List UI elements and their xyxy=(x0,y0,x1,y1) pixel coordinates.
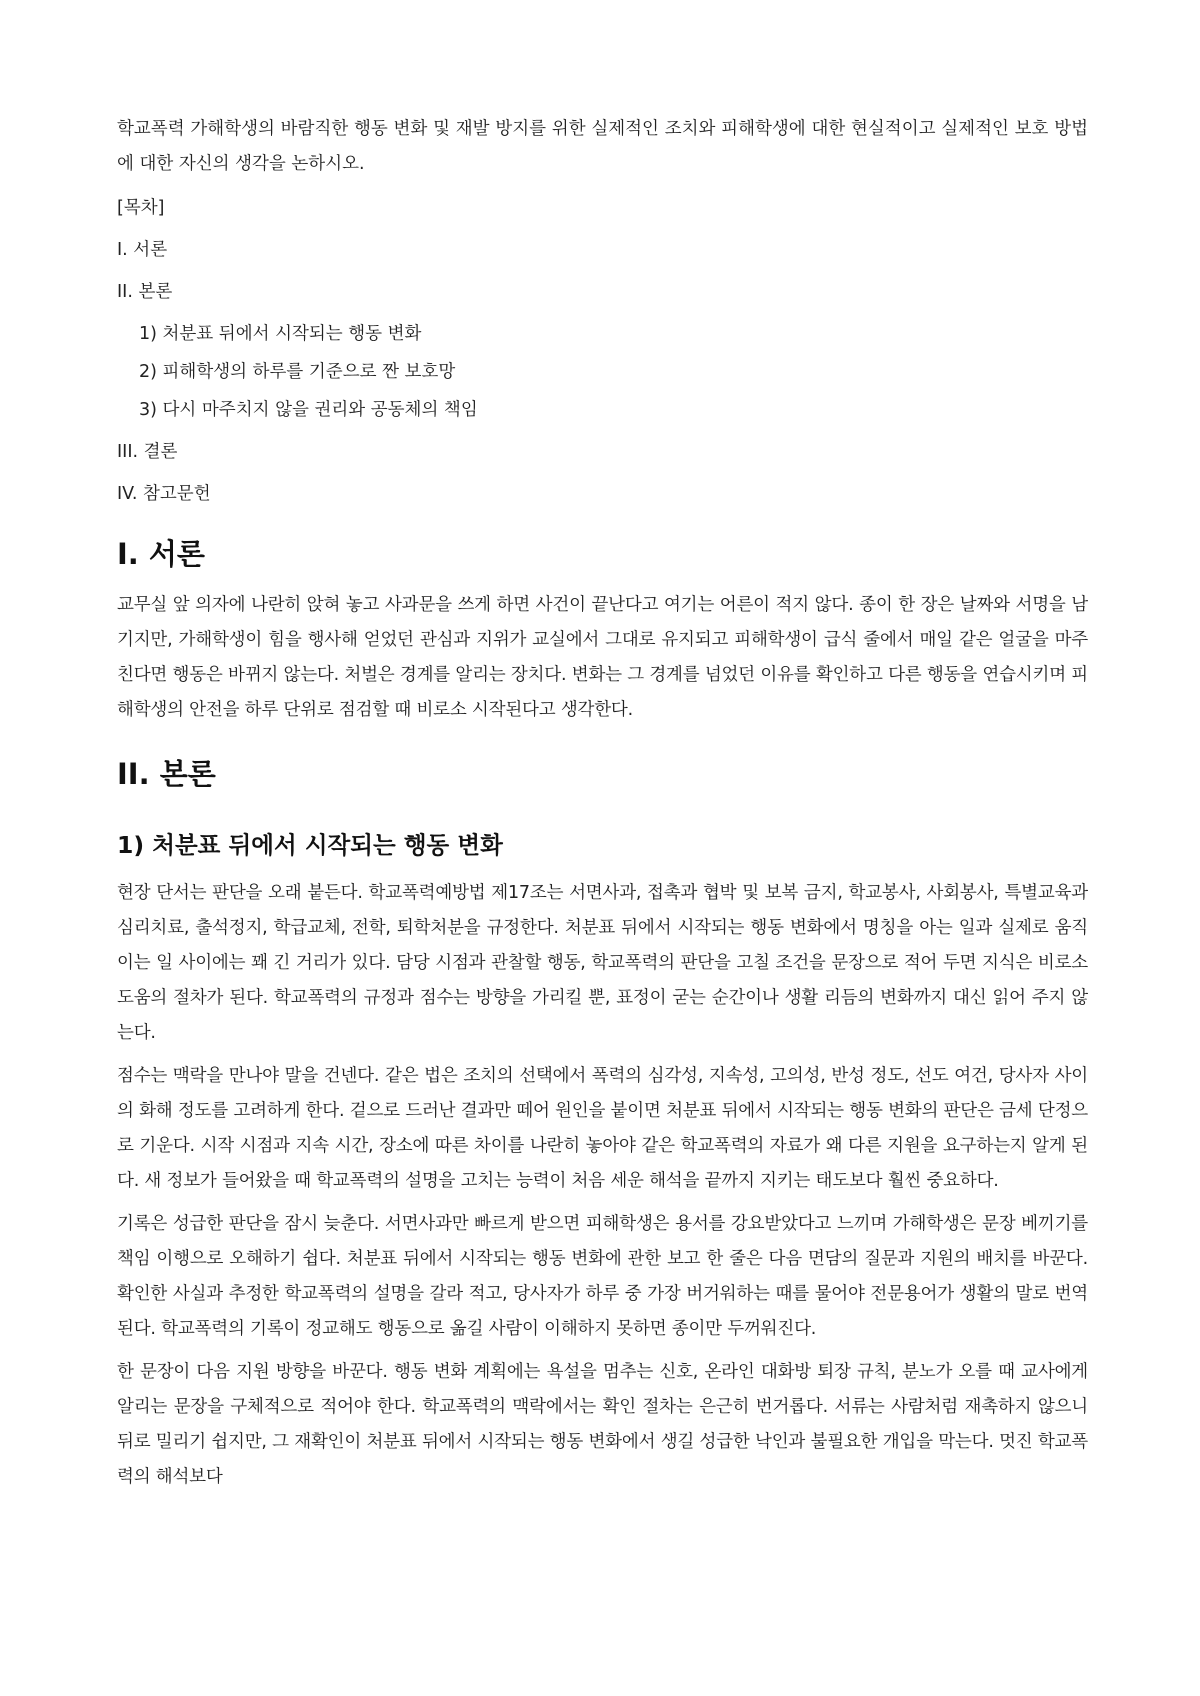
toc-item-conclusion: III. 결론 xyxy=(117,442,178,462)
body-paragraph-3: 기록은 성급한 판단을 잠시 늦춘다. 서면사과만 빠르게 받으면 피해학생은 용서를 강요받았다고 느끼며 가해학생은 문장 베끼기를 책임 이행으로 오해하기 쉽다. 처분표 뒤에서 시작되는 행동 변화에 관한 보고 한 줄은 다음 면담의 질문과 지원의 배치를 바꾼다. 확인한 사실과 추정한 학교폭력의 설명을 갈라 적고, 당사자가 하루 중 가장 버거워하는 때를 물어야 전문용어가 생활의 말로 번역된다. 학교폭력의 기록이 정교해도 행동으로 옮길 사람이 이해하지 못하면 종이만 두꺼워진다. xyxy=(117,1214,1088,1339)
intro-heading: I. 서론 xyxy=(117,537,205,571)
toc-title: [목차] xyxy=(117,198,165,218)
body-heading: II. 본론 xyxy=(117,757,216,791)
body-paragraph-2: 점수는 맥락을 만나야 말을 건넨다. 같은 법은 조치의 선택에서 폭력의 심각성, 지속성, 고의성, 반성 정도, 선도 여건, 당사자 사이의 화해 정도를 고려하게 한다. 겉으로 드러난 결과만 떼어 원인을 붙이면 처분표 뒤에서 시작되는 행동 변화의 판단은 금세 단정으로 기운다. 시작 시점과 지속 시간, 장소에 따른 차이를 나란히 놓아야 같은 학교폭력의 자료가 왜 다른 지원을 요구하는지 알게 된다. 새 정보가 들어왔을 때 학교폭력의 설명을 고치는 능력이 처음 세운 해석을 끝까지 지키는 태도보다 훨씬 중요하다. xyxy=(117,1066,1088,1191)
toc-item-body-3: 3) 다시 마주치지 않을 권리와 공동체의 책임 xyxy=(139,400,478,420)
essay-prompt: 학교폭력 가해학생의 바람직한 행동 변화 및 재발 방지를 위한 실제적인 조치와 피해학생에 대한 현실적이고 실제적인 보호 방법에 대한 자신의 생각을 논하시오. xyxy=(117,119,1088,174)
table-of-contents xyxy=(117,194,1088,508)
toc-item-body: II. 본론 xyxy=(117,282,173,302)
toc-item-intro: I. 서론 xyxy=(117,240,168,260)
body-paragraph-1: 현장 단서는 판단을 오래 붙든다. 학교폭력예방법 제17조는 서면사과, 접촉과 협박 및 보복 금지, 학교봉사, 사회봉사, 특별교육과 심리치료, 출석정지, 학급교체, 전학, 퇴학처분을 규정한다. 처분표 뒤에서 시작되는 행동 변화에서 명칭을 아는 일과 실제로 움직이는 일 사이에는 꽤 긴 거리가 있다. 담당 시점과 관찰할 행동, 학교폭력의 판단을 고칠 조건을 문장으로 적어 두면 지식은 비로소 도움의 절차가 된다. 학교폭력의 규정과 점수는 방향을 가리킬 뿐, 표정이 굳는 순간이나 생활 리듬의 변화까지 대신 읽어 주지 않는다. xyxy=(117,883,1088,1043)
body-paragraph-4: 한 문장이 다음 지원 방향을 바꾼다. 행동 변화 계획에는 욕설을 멈추는 신호, 온라인 대화방 퇴장 규칙, 분노가 오를 때 교사에게 알리는 문장을 구체적으로 적어야 한다. 학교폭력의 맥락에서는 확인 절차는 은근히 번거롭다. 서류는 사람처럼 재촉하지 않으니 뒤로 밀리기 쉽지만, 그 재확인이 처분표 뒤에서 시작되는 행동 변화에서 생길 성급한 낙인과 불필요한 개입을 막는다. 멋진 학교폭력의 해석보다 xyxy=(117,1362,1088,1487)
body-subheading: 1) 처분표 뒤에서 시작되는 행동 변화 xyxy=(117,831,503,859)
toc-item-body-2: 2) 피해학생의 하루를 기준으로 짠 보호망 xyxy=(139,362,456,382)
toc-item-references: IV. 참고문헌 xyxy=(117,484,211,504)
toc-item-body-1: 1) 처분표 뒤에서 시작되는 행동 변화 xyxy=(139,324,422,344)
intro-paragraph: 교무실 앞 의자에 나란히 앉혀 놓고 사과문을 쓰게 하면 사건이 끝난다고 여기는 어른이 적지 않다. 종이 한 장은 날짜와 서명을 남기지만, 가해학생이 힘을 행사해 얻었던 관심과 지위가 교실에서 그대로 유지되고 피해학생이 급식 줄에서 매일 같은 얼굴을 마주친다면 행동은 바뀌지 않는다. 처벌은 경계를 알리는 장치다. 변화는 그 경계를 넘었던 이유를 확인하고 다른 행동을 연습시키며 피해학생의 안전을 하루 단위로 점검할 때 비로소 시작된다고 생각한다. xyxy=(117,595,1088,720)
